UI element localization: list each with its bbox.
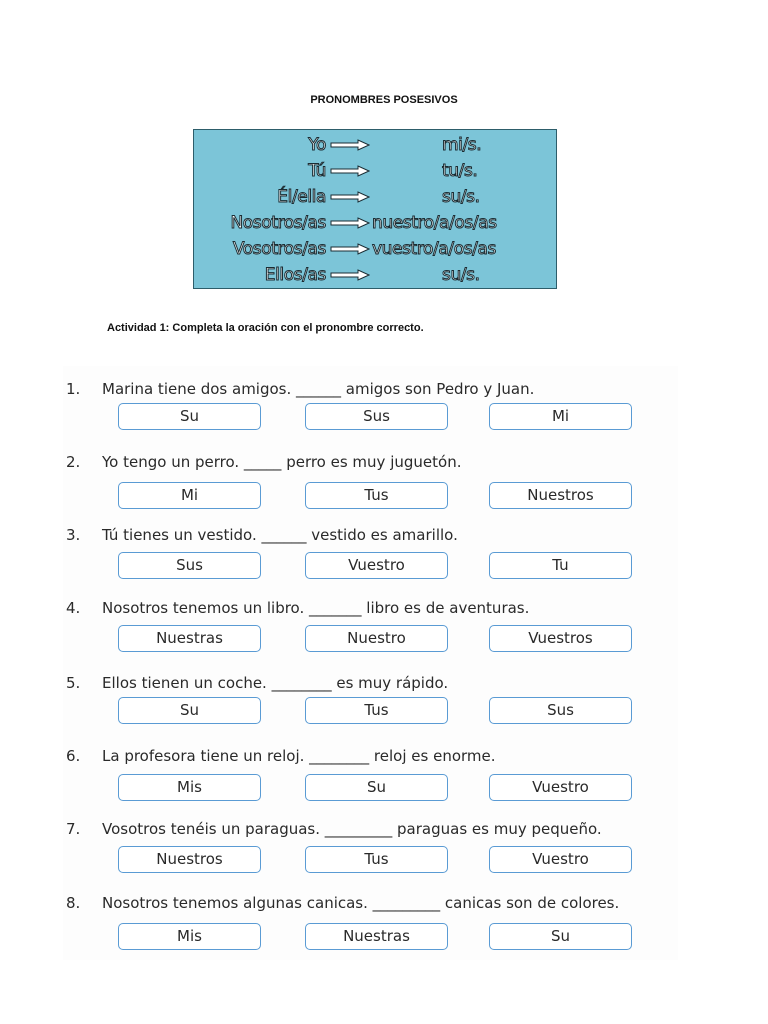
question-number: 3. xyxy=(66,526,81,544)
answer-option[interactable]: Tus xyxy=(305,482,448,509)
answer-option[interactable]: Sus xyxy=(305,403,448,430)
pronoun-row xyxy=(194,159,558,183)
question-number: 6. xyxy=(66,747,81,765)
right-arrow-icon xyxy=(330,269,370,281)
answer-option[interactable]: Vuestro xyxy=(489,774,632,801)
answer-option[interactable]: Nuestros xyxy=(489,482,632,509)
answer-option[interactable]: Vuestro xyxy=(305,552,448,579)
answer-option[interactable]: Tus xyxy=(305,697,448,724)
subject-pronoun: Nosotros/as xyxy=(230,213,326,233)
question-text: Yo tengo un perro. _____ perro es muy juguetón. xyxy=(102,453,462,471)
answer-option[interactable]: Sus xyxy=(489,697,632,724)
question-number: 4. xyxy=(66,599,81,617)
answer-option[interactable]: Su xyxy=(118,403,261,430)
pronoun-row xyxy=(194,237,558,261)
subject-pronoun: Él/ella xyxy=(277,187,326,207)
question-number: 1. xyxy=(66,380,81,398)
question-number: 8. xyxy=(66,894,81,912)
answer-option[interactable]: Su xyxy=(305,774,448,801)
answer-option[interactable]: Tu xyxy=(489,552,632,579)
right-arrow-icon xyxy=(330,217,370,229)
question-number: 5. xyxy=(66,674,81,692)
answer-option[interactable]: Nuestros xyxy=(118,846,261,873)
possessive-pronoun: su/s. xyxy=(442,187,480,207)
answer-option[interactable]: Tus xyxy=(305,846,448,873)
subject-pronoun: Vosotros/as xyxy=(232,239,326,259)
pronoun-row xyxy=(194,185,558,209)
question-text: La profesora tiene un reloj. ________ reloj es enorme. xyxy=(102,747,496,765)
answer-option[interactable]: Sus xyxy=(118,552,261,579)
question-number: 2. xyxy=(66,453,81,471)
answer-option[interactable]: Mis xyxy=(118,774,261,801)
question-text: Vosotros tenéis un paraguas. _________ paraguas es muy pequeño. xyxy=(102,820,602,838)
possessive-pronoun: vuestro/a/os/as xyxy=(372,239,496,259)
pronoun-row xyxy=(194,263,558,287)
answer-option[interactable]: Nuestro xyxy=(305,625,448,652)
question-text: Marina tiene dos amigos. ______ amigos son Pedro y Juan. xyxy=(102,380,535,398)
possessive-pronoun: mi/s. xyxy=(442,135,482,155)
right-arrow-icon xyxy=(330,243,370,255)
right-arrow-icon xyxy=(330,165,370,177)
answer-option[interactable]: Su xyxy=(118,697,261,724)
subject-pronoun: Tú xyxy=(308,161,326,181)
answer-option[interactable]: Mis xyxy=(118,923,261,950)
possessive-pronoun: su/s. xyxy=(442,265,480,285)
right-arrow-icon xyxy=(330,191,370,203)
page-title: PRONOMBRES POSESIVOS xyxy=(310,94,458,106)
possessive-pronoun: tu/s. xyxy=(442,161,478,181)
question-text: Nosotros tenemos un libro. _______ libro es de aventuras. xyxy=(102,599,530,617)
subject-pronoun: Ellos/as xyxy=(264,265,326,285)
right-arrow-icon xyxy=(330,139,370,151)
question-text: Nosotros tenemos algunas canicas. _________ canicas son de colores. xyxy=(102,894,620,912)
question-text: Tú tienes un vestido. ______ vestido es amarillo. xyxy=(102,526,458,544)
subject-pronoun: Yo xyxy=(308,135,326,155)
question-text: Ellos tienen un coche. ________ es muy rápido. xyxy=(102,674,449,692)
answer-option[interactable]: Mi xyxy=(489,403,632,430)
answer-option[interactable]: Nuestras xyxy=(305,923,448,950)
answer-option[interactable]: Nuestras xyxy=(118,625,261,652)
answer-option[interactable]: Vuestro xyxy=(489,846,632,873)
question-number: 7. xyxy=(66,820,81,838)
activity-instruction: Actividad 1: Completa la oración con el pronombre correcto. xyxy=(107,322,424,334)
possessive-pronoun: nuestro/a/os/as xyxy=(372,213,497,233)
pronoun-row xyxy=(194,211,558,235)
pronoun-table xyxy=(193,129,557,289)
answer-option[interactable]: Mi xyxy=(118,482,261,509)
answer-option[interactable]: Su xyxy=(489,923,632,950)
answer-option[interactable]: Vuestros xyxy=(489,625,632,652)
pronoun-row xyxy=(194,133,558,157)
